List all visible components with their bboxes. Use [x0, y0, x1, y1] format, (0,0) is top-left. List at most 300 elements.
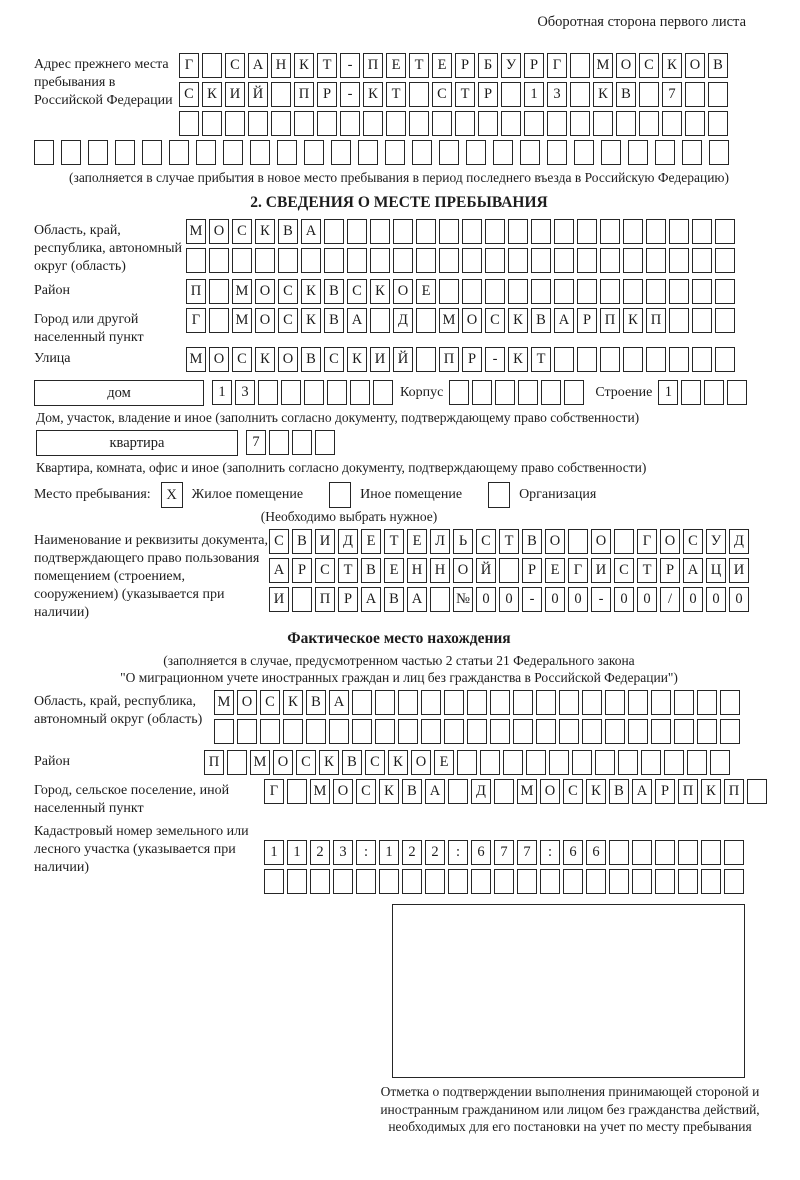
char-cell[interactable] — [655, 869, 675, 894]
char-cell[interactable] — [572, 750, 592, 775]
char-cell[interactable] — [439, 219, 459, 244]
char-cell[interactable] — [416, 347, 436, 372]
char-cell[interactable] — [225, 111, 245, 136]
char-cell[interactable] — [462, 279, 482, 304]
char-cell[interactable] — [715, 219, 735, 244]
char-cell[interactable]: Г — [568, 558, 588, 583]
char-cell[interactable] — [568, 529, 588, 554]
char-cell[interactable] — [209, 248, 229, 273]
char-cell[interactable] — [623, 347, 643, 372]
char-cell[interactable] — [292, 587, 312, 612]
char-cell[interactable] — [214, 719, 234, 744]
char-cell[interactable] — [363, 111, 383, 136]
char-cell[interactable] — [651, 719, 671, 744]
char-cell[interactable]: С — [347, 279, 367, 304]
char-cell[interactable] — [632, 869, 652, 894]
char-cell[interactable]: И — [269, 587, 289, 612]
char-cell[interactable]: С — [365, 750, 385, 775]
char-cell[interactable]: П — [600, 308, 620, 333]
char-cell[interactable]: Б — [478, 53, 498, 78]
char-cell[interactable] — [350, 380, 370, 405]
char-cell[interactable]: Е — [384, 558, 404, 583]
char-cell[interactable] — [352, 690, 372, 715]
char-cell[interactable] — [678, 840, 698, 865]
char-cell[interactable]: С — [614, 558, 634, 583]
char-cell[interactable] — [508, 248, 528, 273]
char-cell[interactable]: 0 — [614, 587, 634, 612]
char-cell[interactable]: Н — [407, 558, 427, 583]
char-cell[interactable]: М — [186, 219, 206, 244]
char-cell[interactable]: Ц — [706, 558, 726, 583]
char-cell[interactable] — [559, 690, 579, 715]
char-cell[interactable] — [708, 111, 728, 136]
char-cell[interactable] — [412, 140, 432, 165]
char-cell[interactable]: Т — [531, 347, 551, 372]
char-cell[interactable]: Т — [317, 53, 337, 78]
char-cell[interactable] — [727, 380, 747, 405]
char-cell[interactable] — [375, 719, 395, 744]
char-cell[interactable]: Ь — [453, 529, 473, 554]
char-cell[interactable]: Д — [338, 529, 358, 554]
char-cell[interactable] — [701, 869, 721, 894]
char-cell[interactable] — [142, 140, 162, 165]
char-cell[interactable] — [202, 111, 222, 136]
char-cell[interactable]: И — [315, 529, 335, 554]
char-cell[interactable]: К — [347, 347, 367, 372]
char-cell[interactable] — [462, 219, 482, 244]
char-cell[interactable]: Т — [637, 558, 657, 583]
char-cell[interactable] — [494, 779, 514, 804]
char-cell[interactable]: А — [683, 558, 703, 583]
char-cell[interactable]: С — [232, 219, 252, 244]
char-cell[interactable]: Й — [393, 347, 413, 372]
char-cell[interactable] — [179, 111, 199, 136]
char-cell[interactable]: М — [517, 779, 537, 804]
char-cell[interactable] — [715, 248, 735, 273]
char-cell[interactable] — [347, 248, 367, 273]
char-cell[interactable] — [495, 380, 515, 405]
char-cell[interactable] — [421, 690, 441, 715]
char-cell[interactable] — [678, 869, 698, 894]
char-cell[interactable]: О — [393, 279, 413, 304]
char-cell[interactable] — [209, 279, 229, 304]
char-cell[interactable] — [540, 869, 560, 894]
char-cell[interactable] — [352, 719, 372, 744]
char-cell[interactable] — [639, 82, 659, 107]
char-cell[interactable] — [720, 719, 740, 744]
char-cell[interactable] — [317, 111, 337, 136]
char-cell[interactable]: К — [701, 779, 721, 804]
char-cell[interactable]: О — [616, 53, 636, 78]
char-cell[interactable] — [669, 347, 689, 372]
char-cell[interactable] — [600, 219, 620, 244]
char-cell[interactable] — [662, 111, 682, 136]
char-cell[interactable]: № — [453, 587, 473, 612]
char-cell[interactable]: О — [591, 529, 611, 554]
char-cell[interactable] — [501, 82, 521, 107]
char-cell[interactable] — [570, 111, 590, 136]
char-cell[interactable]: Р — [338, 587, 358, 612]
char-cell[interactable] — [255, 248, 275, 273]
char-cell[interactable] — [570, 82, 590, 107]
char-cell[interactable]: М — [232, 279, 252, 304]
char-cell[interactable]: Т — [409, 53, 429, 78]
char-cell[interactable]: О — [209, 347, 229, 372]
char-cell[interactable]: - — [340, 53, 360, 78]
char-cell[interactable] — [586, 869, 606, 894]
char-cell[interactable] — [547, 140, 567, 165]
char-cell[interactable] — [258, 380, 278, 405]
char-cell[interactable] — [685, 82, 705, 107]
char-cell[interactable]: О — [453, 558, 473, 583]
char-cell[interactable] — [517, 869, 537, 894]
char-cell[interactable]: И — [225, 82, 245, 107]
char-cell[interactable]: О — [333, 779, 353, 804]
char-cell[interactable]: Р — [577, 308, 597, 333]
char-cell[interactable]: 0 — [545, 587, 565, 612]
char-cell[interactable]: Е — [416, 279, 436, 304]
char-cell[interactable] — [513, 719, 533, 744]
char-cell[interactable]: О — [540, 779, 560, 804]
char-cell[interactable] — [628, 140, 648, 165]
char-cell[interactable]: В — [306, 690, 326, 715]
char-cell[interactable]: М — [439, 308, 459, 333]
char-cell[interactable] — [347, 219, 367, 244]
char-cell[interactable] — [623, 279, 643, 304]
char-cell[interactable] — [480, 750, 500, 775]
char-cell[interactable] — [393, 248, 413, 273]
char-cell[interactable]: В — [292, 529, 312, 554]
char-cell[interactable] — [379, 869, 399, 894]
char-cell[interactable] — [237, 719, 257, 744]
char-cell[interactable]: А — [554, 308, 574, 333]
char-cell[interactable] — [393, 219, 413, 244]
char-cell[interactable]: К — [593, 82, 613, 107]
char-cell[interactable]: Е — [545, 558, 565, 583]
char-cell[interactable]: В — [384, 587, 404, 612]
char-cell[interactable]: И — [729, 558, 749, 583]
char-cell[interactable] — [444, 690, 464, 715]
char-cell[interactable] — [294, 111, 314, 136]
char-cell[interactable]: 6 — [586, 840, 606, 865]
char-cell[interactable]: С — [356, 779, 376, 804]
char-cell[interactable]: 2 — [310, 840, 330, 865]
char-cell[interactable]: О — [237, 690, 257, 715]
char-cell[interactable] — [520, 140, 540, 165]
char-cell[interactable] — [639, 111, 659, 136]
char-cell[interactable] — [467, 690, 487, 715]
char-cell[interactable]: М — [593, 53, 613, 78]
char-cell[interactable]: А — [407, 587, 427, 612]
char-cell[interactable]: В — [361, 558, 381, 583]
char-cell[interactable]: 7 — [494, 840, 514, 865]
char-cell[interactable] — [455, 111, 475, 136]
char-cell[interactable]: 1 — [524, 82, 544, 107]
char-cell[interactable]: Г — [264, 779, 284, 804]
char-cell[interactable]: 0 — [568, 587, 588, 612]
char-cell[interactable] — [501, 111, 521, 136]
char-cell[interactable] — [574, 140, 594, 165]
char-cell[interactable]: Р — [317, 82, 337, 107]
char-cell[interactable]: В — [342, 750, 362, 775]
char-cell[interactable]: М — [186, 347, 206, 372]
char-cell[interactable] — [664, 750, 684, 775]
char-cell[interactable] — [324, 248, 344, 273]
char-cell[interactable]: В — [324, 279, 344, 304]
char-cell[interactable] — [600, 248, 620, 273]
char-cell[interactable]: В — [616, 82, 636, 107]
char-cell[interactable]: : — [448, 840, 468, 865]
char-cell[interactable]: Т — [384, 529, 404, 554]
char-cell[interactable]: С — [315, 558, 335, 583]
char-cell[interactable]: 1 — [658, 380, 678, 405]
char-cell[interactable] — [402, 869, 422, 894]
char-cell[interactable] — [709, 140, 729, 165]
char-cell[interactable] — [724, 869, 744, 894]
char-cell[interactable]: Г — [186, 308, 206, 333]
char-cell[interactable]: - — [591, 587, 611, 612]
char-cell[interactable] — [398, 719, 418, 744]
char-cell[interactable] — [416, 248, 436, 273]
char-cell[interactable] — [541, 380, 561, 405]
char-cell[interactable] — [304, 380, 324, 405]
char-cell[interactable] — [531, 279, 551, 304]
char-cell[interactable]: К — [255, 347, 275, 372]
char-cell[interactable] — [563, 869, 583, 894]
char-cell[interactable] — [513, 690, 533, 715]
char-cell[interactable]: К — [283, 690, 303, 715]
char-cell[interactable]: С — [432, 82, 452, 107]
char-cell[interactable] — [508, 219, 528, 244]
char-cell[interactable]: Т — [338, 558, 358, 583]
char-cell[interactable]: Р — [660, 558, 680, 583]
char-cell[interactable] — [701, 840, 721, 865]
char-cell[interactable] — [202, 53, 222, 78]
char-cell[interactable]: 7 — [246, 430, 266, 455]
char-cell[interactable] — [494, 869, 514, 894]
char-cell[interactable] — [582, 690, 602, 715]
char-cell[interactable] — [710, 750, 730, 775]
char-cell[interactable] — [531, 219, 551, 244]
char-cell[interactable] — [444, 719, 464, 744]
char-cell[interactable] — [315, 430, 335, 455]
char-cell[interactable] — [715, 279, 735, 304]
char-cell[interactable] — [724, 840, 744, 865]
char-cell[interactable]: 0 — [706, 587, 726, 612]
char-cell[interactable] — [692, 347, 712, 372]
char-cell[interactable] — [646, 279, 666, 304]
char-cell[interactable] — [747, 779, 767, 804]
char-cell[interactable] — [697, 719, 717, 744]
char-cell[interactable] — [439, 279, 459, 304]
char-cell[interactable] — [577, 248, 597, 273]
char-cell[interactable]: Е — [432, 53, 452, 78]
char-cell[interactable] — [340, 111, 360, 136]
char-cell[interactable]: О — [660, 529, 680, 554]
char-cell[interactable] — [554, 248, 574, 273]
char-cell[interactable]: П — [439, 347, 459, 372]
char-cell[interactable]: Е — [434, 750, 454, 775]
char-cell[interactable]: П — [646, 308, 666, 333]
char-cell[interactable] — [331, 140, 351, 165]
char-cell[interactable] — [715, 308, 735, 333]
char-cell[interactable] — [287, 869, 307, 894]
char-cell[interactable] — [277, 140, 297, 165]
char-cell[interactable]: О — [255, 279, 275, 304]
char-cell[interactable] — [524, 111, 544, 136]
char-cell[interactable]: К — [370, 279, 390, 304]
char-cell[interactable] — [260, 719, 280, 744]
char-cell[interactable]: О — [209, 219, 229, 244]
char-cell[interactable]: К — [301, 308, 321, 333]
char-cell[interactable] — [687, 750, 707, 775]
char-cell[interactable]: О — [411, 750, 431, 775]
char-cell[interactable]: 0 — [683, 587, 703, 612]
char-cell[interactable] — [646, 347, 666, 372]
char-cell[interactable] — [704, 380, 724, 405]
char-cell[interactable]: А — [269, 558, 289, 583]
char-cell[interactable] — [669, 279, 689, 304]
char-cell[interactable] — [324, 219, 344, 244]
char-cell[interactable] — [651, 690, 671, 715]
char-cell[interactable] — [169, 140, 189, 165]
char-cell[interactable] — [485, 279, 505, 304]
char-cell[interactable]: К — [586, 779, 606, 804]
char-cell[interactable] — [485, 248, 505, 273]
char-cell[interactable] — [386, 111, 406, 136]
char-cell[interactable] — [310, 869, 330, 894]
char-cell[interactable]: 1 — [264, 840, 284, 865]
char-cell[interactable] — [264, 869, 284, 894]
char-cell[interactable] — [466, 140, 486, 165]
char-cell[interactable]: Й — [476, 558, 496, 583]
char-cell[interactable] — [457, 750, 477, 775]
char-cell[interactable] — [692, 279, 712, 304]
char-cell[interactable]: У — [501, 53, 521, 78]
char-cell[interactable] — [628, 690, 648, 715]
char-cell[interactable] — [682, 140, 702, 165]
char-cell[interactable]: К — [202, 82, 222, 107]
char-cell[interactable] — [269, 430, 289, 455]
char-cell[interactable] — [593, 111, 613, 136]
char-cell[interactable]: В — [531, 308, 551, 333]
char-cell[interactable] — [715, 347, 735, 372]
char-cell[interactable]: О — [255, 308, 275, 333]
char-cell[interactable]: К — [255, 219, 275, 244]
char-cell[interactable]: С — [232, 347, 252, 372]
char-cell[interactable]: К — [662, 53, 682, 78]
char-cell[interactable]: С — [563, 779, 583, 804]
char-cell[interactable]: П — [724, 779, 744, 804]
char-cell[interactable]: Д — [729, 529, 749, 554]
char-cell[interactable] — [373, 380, 393, 405]
char-cell[interactable]: С — [225, 53, 245, 78]
char-cell[interactable] — [490, 690, 510, 715]
char-cell[interactable]: А — [632, 779, 652, 804]
char-cell[interactable]: П — [678, 779, 698, 804]
char-cell[interactable] — [248, 111, 268, 136]
char-cell[interactable] — [609, 869, 629, 894]
char-cell[interactable] — [646, 219, 666, 244]
char-cell[interactable]: О — [545, 529, 565, 554]
char-cell[interactable]: И — [370, 347, 390, 372]
char-cell[interactable]: С — [683, 529, 703, 554]
char-cell[interactable]: В — [402, 779, 422, 804]
char-cell[interactable]: К — [623, 308, 643, 333]
char-cell[interactable]: В — [324, 308, 344, 333]
char-cell[interactable]: С — [179, 82, 199, 107]
char-cell[interactable] — [577, 279, 597, 304]
char-cell[interactable] — [547, 111, 567, 136]
char-cell[interactable]: Р — [292, 558, 312, 583]
char-cell[interactable] — [232, 248, 252, 273]
char-cell[interactable] — [327, 380, 347, 405]
char-cell[interactable]: П — [315, 587, 335, 612]
char-cell[interactable]: С — [278, 279, 298, 304]
char-cell[interactable] — [623, 219, 643, 244]
char-cell[interactable] — [223, 140, 243, 165]
char-cell[interactable]: 0 — [729, 587, 749, 612]
char-cell[interactable] — [508, 279, 528, 304]
char-cell[interactable] — [209, 308, 229, 333]
char-cell[interactable] — [692, 308, 712, 333]
char-cell[interactable]: Д — [471, 779, 491, 804]
char-cell[interactable] — [88, 140, 108, 165]
char-cell[interactable] — [536, 690, 556, 715]
char-cell[interactable] — [570, 53, 590, 78]
char-cell[interactable] — [306, 719, 326, 744]
char-cell[interactable] — [655, 840, 675, 865]
char-cell[interactable]: Т — [499, 529, 519, 554]
char-cell[interactable]: О — [273, 750, 293, 775]
char-cell[interactable]: В — [609, 779, 629, 804]
char-cell[interactable]: А — [347, 308, 367, 333]
char-cell[interactable] — [692, 248, 712, 273]
char-cell[interactable] — [605, 719, 625, 744]
char-cell[interactable] — [370, 219, 390, 244]
char-cell[interactable]: К — [508, 347, 528, 372]
char-cell[interactable] — [467, 719, 487, 744]
char-cell[interactable]: А — [248, 53, 268, 78]
char-cell[interactable]: 0 — [499, 587, 519, 612]
char-cell[interactable]: Е — [386, 53, 406, 78]
char-cell[interactable] — [287, 779, 307, 804]
char-cell[interactable] — [577, 347, 597, 372]
char-cell[interactable] — [471, 869, 491, 894]
char-cell[interactable] — [278, 248, 298, 273]
char-cell[interactable] — [271, 82, 291, 107]
char-cell[interactable]: К — [319, 750, 339, 775]
char-cell[interactable]: 6 — [471, 840, 491, 865]
char-cell[interactable] — [554, 279, 574, 304]
char-cell[interactable] — [614, 529, 634, 554]
char-cell[interactable]: : — [540, 840, 560, 865]
char-cell[interactable] — [628, 719, 648, 744]
char-cell[interactable]: Т — [386, 82, 406, 107]
char-cell[interactable] — [398, 690, 418, 715]
char-cell[interactable] — [720, 690, 740, 715]
char-cell[interactable] — [681, 380, 701, 405]
char-cell[interactable] — [448, 869, 468, 894]
char-cell[interactable]: А — [329, 690, 349, 715]
residential-checkbox[interactable]: X — [161, 482, 183, 508]
char-cell[interactable] — [692, 219, 712, 244]
char-cell[interactable] — [301, 248, 321, 273]
char-cell[interactable] — [674, 690, 694, 715]
char-cell[interactable]: / — [660, 587, 680, 612]
char-cell[interactable] — [526, 750, 546, 775]
char-cell[interactable] — [250, 140, 270, 165]
